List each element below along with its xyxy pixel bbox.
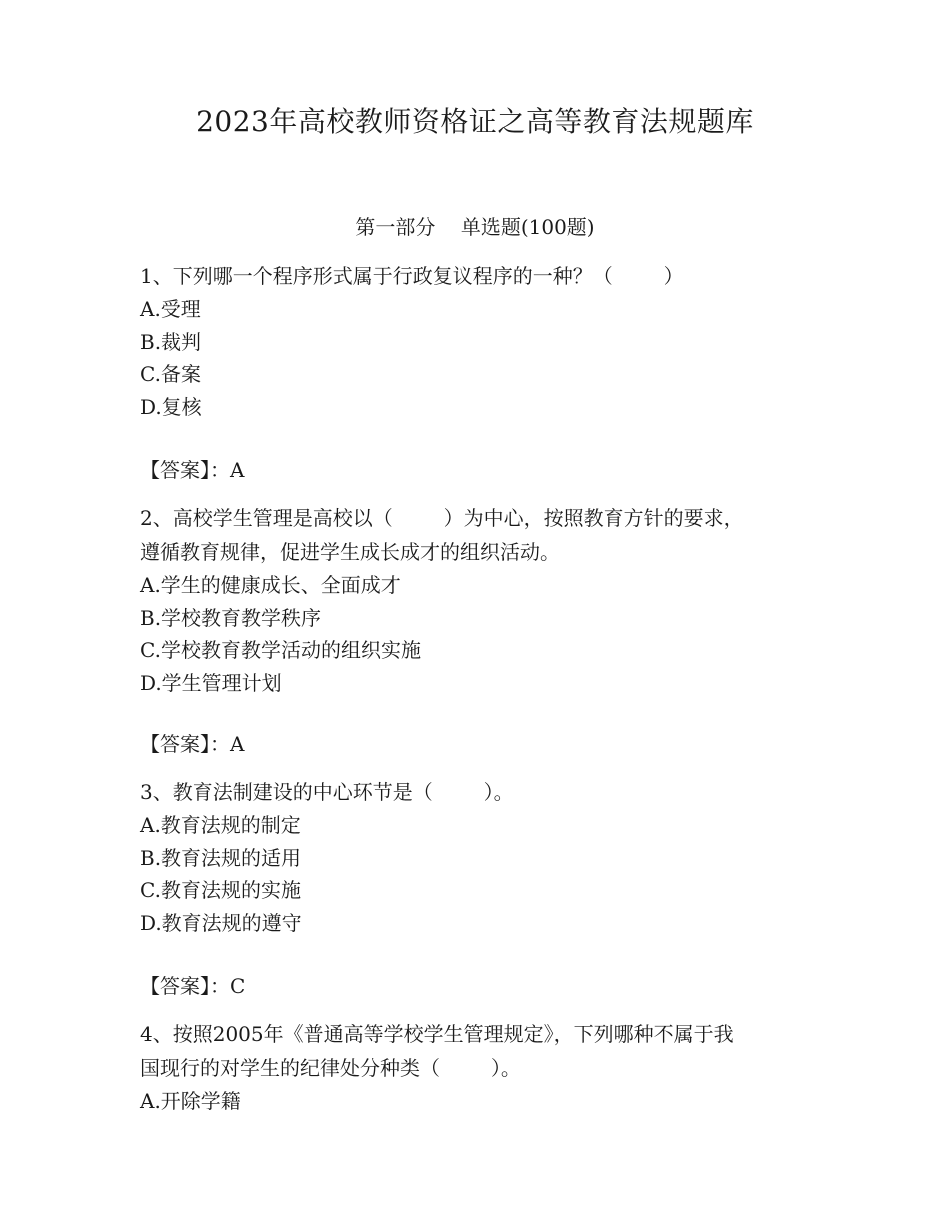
question-3 (140, 775, 820, 939)
document-title: 2023年高校教师资格证之高等教育法规题库 (196, 105, 754, 138)
option-d: D.复核 (140, 394, 202, 419)
question-stem-continued: 遵循教育规律，促进学生成长成才的组织活动。 (140, 540, 560, 564)
section-heading: 第一部分 单选题(100题) (355, 215, 595, 239)
question-stem: 4、按照2005年《普通高等学校学生管理规定》，下列哪种不属于我 (140, 1022, 734, 1046)
option-c: C.备案 (140, 362, 201, 386)
question-1 (140, 259, 820, 423)
option-a: A.受理 (140, 297, 201, 321)
option-c: C.学校教育教学活动的组织实施 (140, 638, 421, 662)
question-stem: 3、教育法制建设的中心环节是（ ）。 (140, 780, 514, 804)
question-stem: 1、下列哪一个程序形式属于行政复议程序的一种？（ ） (140, 264, 684, 288)
question-stem-continued: 国现行的对学生的纪律处分种类（ ）。 (140, 1056, 521, 1080)
option-d: D.学生管理计划 (140, 670, 282, 695)
option-b: B.裁判 (140, 329, 202, 354)
question-4 (140, 1017, 820, 1118)
option-b: B.学校教育教学秩序 (140, 605, 322, 630)
answer-3: 【答案】：C (140, 974, 246, 998)
option-b: B.教育法规的适用 (140, 845, 302, 870)
answer-2: 【答案】：A (140, 732, 245, 756)
option-a: A.教育法规的制定 (140, 813, 301, 837)
question-stem: 2、高校学生管理是高校以（ ）为中心，按照教育方针的要求， (140, 506, 744, 530)
option-d: D.教育法规的遵守 (140, 910, 302, 935)
option-a: A.开除学籍 (140, 1089, 241, 1113)
option-a: A.学生的健康成长、全面成才 (140, 573, 401, 597)
option-c: C.教育法规的实施 (140, 878, 301, 902)
question-2 (140, 501, 820, 699)
answer-1: 【答案】：A (140, 458, 245, 482)
